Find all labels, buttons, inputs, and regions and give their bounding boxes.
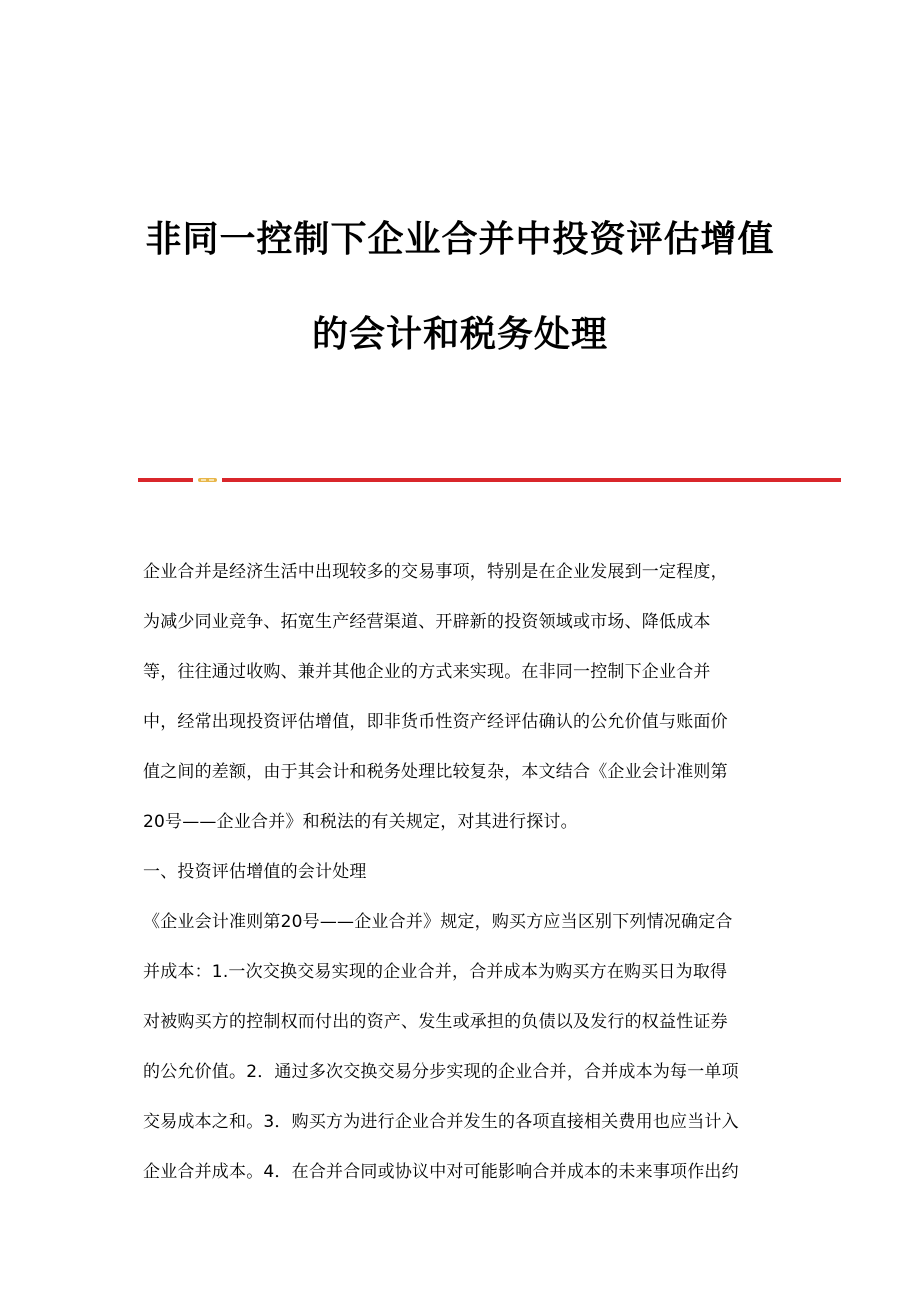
divider-right-segment — [222, 478, 841, 482]
body-line: 20号——企业合并》和税法的有关规定，对其进行探讨。 — [143, 812, 578, 832]
body-line: 中，经常出现投资评估增值，即非货币性资产经评估确认的公允价值与账面价 — [143, 712, 728, 732]
divider-ornament-icon — [197, 477, 218, 483]
section-heading: 一、投资评估增值的会计处理 — [143, 862, 367, 882]
document-title-line-1: 非同一控制下企业合并中投资评估增值 — [145, 219, 775, 260]
body-line: 对被购买方的控制权而付出的资产、发生或承担的负债以及发行的权益性证券 — [143, 1012, 728, 1032]
body-line: 并成本：1.一次交换交易实现的企业合并，合并成本为购买方在购买日为取得 — [143, 962, 728, 982]
body-line: 为减少同业竞争、拓宽生产经营渠道、开辟新的投资领域或市场、降低成本 — [143, 612, 711, 632]
body-line: 的公允价值。2．通过多次交换交易分步实现的企业合并，合并成本为每一单项 — [143, 1062, 739, 1082]
body-line: 值之间的差额，由于其会计和税务处理比较复杂，本文结合《企业会计准则第 — [143, 762, 728, 782]
document-body — [143, 560, 783, 1210]
body-line: 交易成本之和。3．购买方为进行企业合并发生的各项直接相关费用也应当计入 — [143, 1112, 739, 1132]
body-line: 等，往往通过收购、兼并其他企业的方式来实现。在非同一控制下企业合并 — [143, 662, 711, 682]
body-line: 企业合并成本。4．在合并合同或协议中对可能影响合并成本的未来事项作出约 — [143, 1162, 739, 1182]
body-line: 《企业会计准则第20号——企业合并》规定，购买方应当区别下列情况确定合 — [143, 912, 733, 932]
document-title-line-2: 的会计和税务处理 — [311, 314, 608, 355]
body-line: 企业合并是经济生活中出现较多的交易事项，特别是在企业发展到一定程度， — [143, 562, 728, 582]
title-divider — [138, 477, 841, 483]
divider-left-segment — [138, 478, 193, 482]
